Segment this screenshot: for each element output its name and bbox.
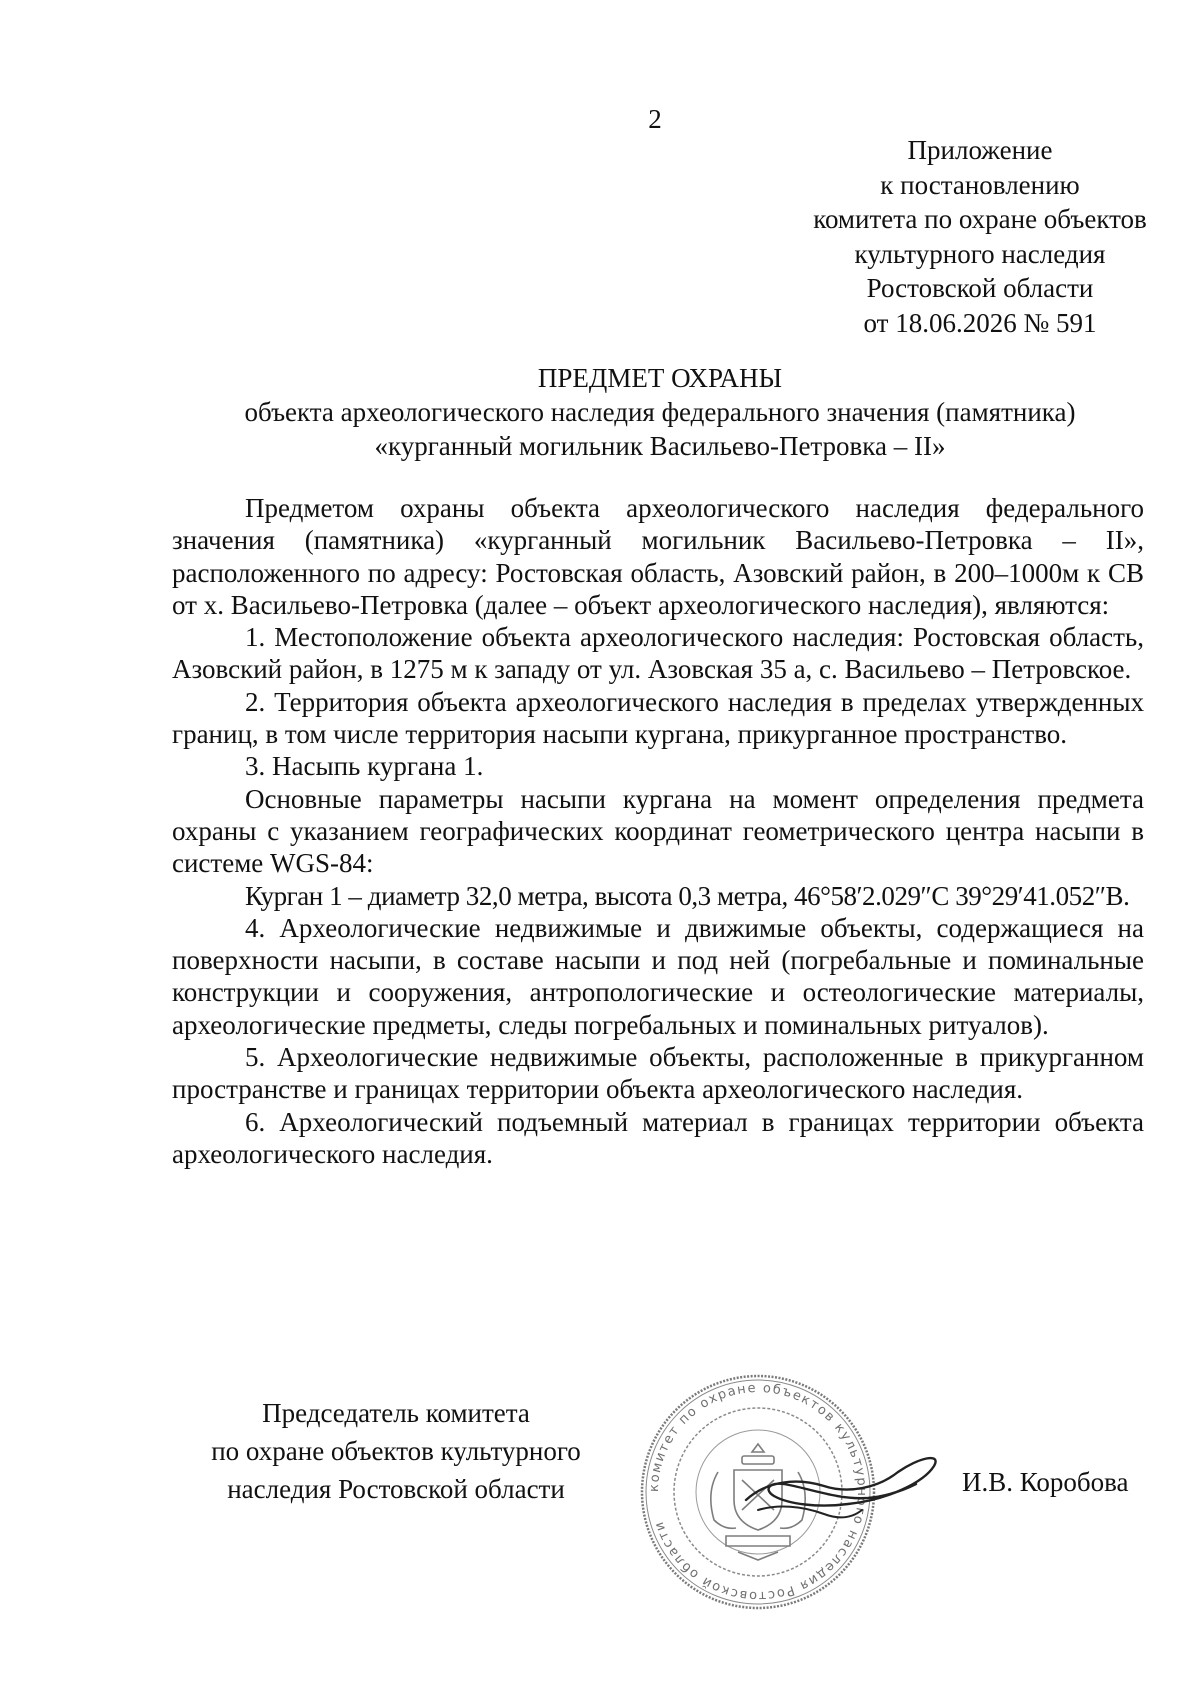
body-paragraph: 3. Насыпь кургана 1. (245, 751, 484, 782)
signer-position (176, 1394, 616, 1508)
seal-text: комитет по охране объектов культурного наследия Ростовской области (646, 1380, 870, 1604)
document-subtitle: «курганный могильник Васильево-Петровка – II» (374, 431, 946, 461)
signer-position-line: Председатель комитета (262, 1398, 530, 1428)
title-block (160, 361, 1160, 463)
document-subtitle: объекта археологического наследия федерального значения (памятника) (244, 397, 1076, 427)
appendix-line: Приложение (907, 135, 1053, 165)
document-heading: ПРЕДМЕТ ОХРАНЫ (537, 363, 783, 393)
body-paragraph: Основные параметры насыпи кургана на момент определения предмета охраны с указанием географических координат геометрического центра насыпи в системе WGS-84: (172, 783, 1144, 879)
body-paragraph: 5. Археологические недвижимые объекты, расположенные в прикурганном пространстве и границах территории объекта археологического наследия. (172, 1042, 1144, 1105)
body-paragraph: Предметом охраны объекта археологического наследия федерального значения (памятника) «курганный могильник Васильево-Петровка – II», расположенного по адресу: Ростовская область, Азовский район, в 200–1000м к СВ от х. Васильево-Петровка (далее – объект археологического наследия), являются: (172, 493, 1144, 620)
signer-position-line: по охране объектов культурного (211, 1436, 581, 1466)
body-paragraph: Курган 1 – диаметр 32,0 метра, высота 0,3 метра, 46°58′2.029″С 39°29′41.052″В. (245, 880, 1130, 911)
body-paragraph: 2. Территория объекта археологического наследия в пределах утвержденных границ, в том числе территория насыпи кургана, прикурганное пространство. (172, 686, 1144, 750)
page-number: 2 (648, 104, 662, 134)
appendix-line: к постановлению (880, 169, 1080, 200)
appendix-block (760, 133, 1200, 340)
appendix-line: Ростовской области (866, 273, 1094, 303)
handwritten-signature-icon (728, 1430, 948, 1550)
document-body (172, 492, 1144, 1170)
signer-name: И.В. Коробова (962, 1467, 1129, 1497)
appendix-line: от 18.06.2026 № 591 (863, 307, 1097, 338)
body-paragraph: 4. Археологические недвижимые и движимые объекты, содержащиеся на поверхности насыпи, в составе насыпи и под ней (погребальные и поминальные конструкции и сооружения, антропологические и остеологические материалы, археологические предметы, следы погребальных и поминальных ритуалов). (172, 912, 1144, 1040)
body-paragraph: 1. Местоположение объекта археологического наследия: Ростовская область, Азовский район, в 1275 м к западу от ул. Азовская 35 а, с. Васильево – Петровское. (172, 622, 1144, 685)
signer-position-line: наследия Ростовской области (227, 1474, 565, 1504)
appendix-line: комитета по охране объектов (813, 204, 1147, 234)
appendix-line: культурного наследия (854, 238, 1106, 269)
body-paragraph: 6. Археологический подъемный материал в границах территории объекта археологического наследия. (172, 1106, 1144, 1169)
